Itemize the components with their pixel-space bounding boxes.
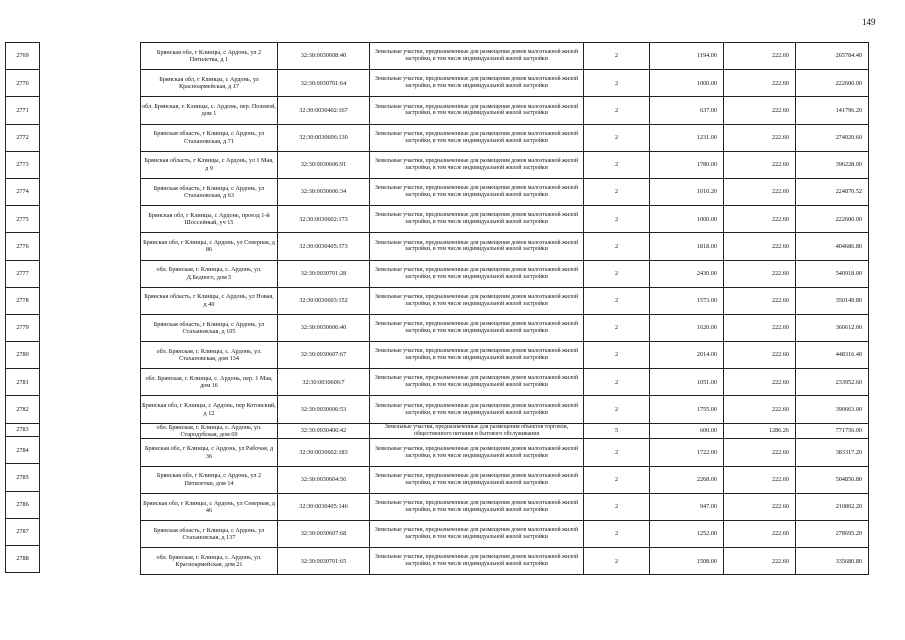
table-row <box>141 178 869 205</box>
land-use-description-cell: Земельные участки, предназначенные для размещения домов малоэтажной жилой застройки, в том числе индивидуальной жилой застройки <box>370 178 584 205</box>
area-cell: 1780.00 <box>650 151 724 178</box>
land-use-description-cell: Земельные участки, предназначенные для размещения домов малоэтажной жилой застройки, в том числе индивидуальной жилой застройки <box>370 342 584 369</box>
cadastral-number-cell: 32:30:0030603:152 <box>278 287 370 314</box>
rate-cell: 222.60 <box>724 396 796 423</box>
cadastral-number-cell: 32:30:0030701:28 <box>278 260 370 287</box>
address-cell: обл. Брянская, г. Клинцы, с. Ардонь, ул. Стародубская, дом 69 <box>141 423 278 439</box>
table-row <box>141 396 869 423</box>
land-use-description-cell: Земельные участки, предназначенные для размещения домов малоэтажной жилой застройки, в том числе индивидуальной жилой застройки <box>370 124 584 151</box>
area-cell: 1000.00 <box>650 70 724 97</box>
land-use-description-cell: Земельные участки, предназначенные для размещения домов малоэтажной жилой застройки, в том числе индивидуальной жилой застройки <box>370 260 584 287</box>
row-number-cell: 2775 <box>6 206 40 233</box>
category-code-cell: 2 <box>584 466 650 493</box>
row-number-row <box>6 260 40 287</box>
land-use-description-cell: Земельные участки, предназначенные для размещения домов малоэтажной жилой застройки, в том числе индивидуальной жилой застройки <box>370 314 584 341</box>
category-code-cell: 2 <box>584 287 650 314</box>
category-code-cell: 2 <box>584 342 650 369</box>
rate-cell: 222.60 <box>724 548 796 575</box>
land-use-description-cell: Земельные участки, предназначенные для размещения домов малоэтажной жилой застройки, в том числе индивидуальной жилой застройки <box>370 233 584 260</box>
cadastral-value-cell: 233952.60 <box>796 369 869 396</box>
rate-cell: 222.60 <box>724 70 796 97</box>
table-row <box>141 206 869 233</box>
row-number-row <box>6 464 40 491</box>
category-code-cell: 2 <box>584 493 650 520</box>
table-row <box>141 43 869 70</box>
address-cell: обл. Брянская, г. Клинцы, с. Ардонь, ул. Д.Бедного, дом 5 <box>141 260 278 287</box>
table-row <box>141 233 869 260</box>
category-code-cell: 2 <box>584 439 650 466</box>
row-number-row <box>6 314 40 341</box>
address-cell: обл. Брянская, г. Клинцы, с. Ардонь, пер. Полевой, дом 1 <box>141 97 278 124</box>
area-cell: 2430.00 <box>650 260 724 287</box>
cadastral-number-cell: 32:30:0030608:40 <box>278 43 370 70</box>
table-row <box>141 342 869 369</box>
row-number-cell: 2769 <box>6 43 40 70</box>
row-number-cell: 2771 <box>6 97 40 124</box>
row-number-cell: 2782 <box>6 396 40 423</box>
cadastral-value-cell: 383317.20 <box>796 439 869 466</box>
land-use-description-cell: Земельные участки, предназначенные для размещения домов малоэтажной жилой застройки, в том числе индивидуальной жилой застройки <box>370 287 584 314</box>
row-number-cell: 2777 <box>6 260 40 287</box>
cadastral-value-cell: 222600.00 <box>796 70 869 97</box>
cadastral-value-cell: 540918.00 <box>796 260 869 287</box>
cadastral-number-cell: 32:30:0030402:167 <box>278 97 370 124</box>
area-cell: 1755.00 <box>650 396 724 423</box>
rate-cell: 222.60 <box>724 287 796 314</box>
table-row <box>141 493 869 520</box>
row-number-row <box>6 396 40 423</box>
address-cell: Брянская область, г Клинцы, с Ардонь, ул Стахановская, д 137 <box>141 521 278 548</box>
area-cell: 1620.00 <box>650 314 724 341</box>
table-row <box>141 97 869 124</box>
rate-cell: 222.60 <box>724 233 796 260</box>
row-number-cell: 2774 <box>6 178 40 205</box>
category-code-cell: 2 <box>584 396 650 423</box>
category-code-cell: 2 <box>584 548 650 575</box>
row-number-cell: 2788 <box>6 545 40 572</box>
area-cell: 1231.00 <box>650 124 724 151</box>
row-number-cell: 2784 <box>6 437 40 464</box>
rate-cell: 222.60 <box>724 260 796 287</box>
cadastral-value-cell: 390663.00 <box>796 396 869 423</box>
land-use-description-cell: Земельные участки, предназначенные для размещения домов малоэтажной жилой застройки, в том числе индивидуальной жилой застройки <box>370 521 584 548</box>
category-code-cell: 2 <box>584 70 650 97</box>
address-cell: Брянская обл, г Клинцы, с Ардонь, ул 2 Пятилетка, д 1 <box>141 43 278 70</box>
row-number-cell: 2770 <box>6 70 40 97</box>
address-cell: Брянская область, г Клинцы, с Ардонь, ул Стахановская, д 71 <box>141 124 278 151</box>
rate-cell: 222.60 <box>724 439 796 466</box>
category-code-cell: 2 <box>584 178 650 205</box>
land-use-description-cell: Земельные участки, предназначенные для размещения домов малоэтажной жилой застройки, в том числе индивидуальной жилой застройки <box>370 369 584 396</box>
row-number-cell: 2787 <box>6 518 40 545</box>
land-use-description-cell: Земельные участки, предназначенные для размещения домов малоэтажной жилой застройки, в том числе индивидуальной жилой застройки <box>370 70 584 97</box>
address-cell: Брянская обл, г Клинцы, с Ардонь, ул Северная, д 46 <box>141 493 278 520</box>
page-layout <box>5 42 869 575</box>
row-number-row <box>6 437 40 464</box>
address-cell: Брянская обл, г Клинцы, с Ардонь, ул Красноармейская, д 17 <box>141 70 278 97</box>
address-cell: Брянская обл, г Клинцы, с Ардонь, ул Северная, д 86 <box>141 233 278 260</box>
row-number-cell: 2786 <box>6 491 40 518</box>
area-cell: 1051.00 <box>650 369 724 396</box>
cadastral-number-cell: 32:30:0030604:56 <box>278 466 370 493</box>
cadastral-value-cell: 222600.00 <box>796 206 869 233</box>
column-gap <box>40 42 140 575</box>
land-use-description-cell: Земельные участки, предназначенные для размещения домов малоэтажной жилой застройки, в том числе индивидуальной жилой застройки <box>370 206 584 233</box>
table-row <box>141 369 869 396</box>
area-cell: 2014.00 <box>650 342 724 369</box>
address-cell: Брянская обл, г Клинцы, с Ардонь, пер Котовский, д 12 <box>141 396 278 423</box>
rate-cell: 222.60 <box>724 314 796 341</box>
rate-cell: 222.60 <box>724 369 796 396</box>
category-code-cell: 2 <box>584 97 650 124</box>
parcel-table <box>140 42 869 575</box>
rate-cell: 222.60 <box>724 521 796 548</box>
cadastral-number-cell: 32:30:0030606:40 <box>278 314 370 341</box>
cadastral-value-cell: 265784.40 <box>796 43 869 70</box>
row-number-cell: 2781 <box>6 369 40 396</box>
land-use-description-cell: Земельные участки, предназначенные для размещения домов малоэтажной жилой застройки, в том числе индивидуальной жилой застройки <box>370 43 584 70</box>
cadastral-number-cell: 32:30:0030607:67 <box>278 342 370 369</box>
rate-cell: 1286.26 <box>724 423 796 439</box>
area-cell: 637.00 <box>650 97 724 124</box>
cadastral-number-cell: 32:30:0030606:7 <box>278 369 370 396</box>
rate-cell: 222.60 <box>724 342 796 369</box>
cadastral-value-cell: 404686.80 <box>796 233 869 260</box>
number-column-cell <box>5 42 40 575</box>
table-row <box>141 423 869 439</box>
row-number-cell: 2785 <box>6 464 40 491</box>
row-number-cell: 2779 <box>6 314 40 341</box>
category-code-cell: 2 <box>584 206 650 233</box>
cadastral-number-cell: 32:30:0030606:91 <box>278 151 370 178</box>
table-row <box>141 548 869 575</box>
land-use-description-cell: Земельные участки, предназначенные для размещения домов малоэтажной жилой застройки, в том числе индивидуальной жилой застройки <box>370 493 584 520</box>
cadastral-number-cell: 32:30:0030606:34 <box>278 178 370 205</box>
row-number-cell: 2772 <box>6 124 40 151</box>
row-number-row <box>6 545 40 572</box>
address-cell: Брянская область, г Клинцы, с Ардонь, ул Стахановская, д 63 <box>141 178 278 205</box>
row-number-row <box>6 97 40 124</box>
row-number-row <box>6 518 40 545</box>
area-cell: 1508.00 <box>650 548 724 575</box>
table-row <box>141 466 869 493</box>
land-use-description-cell: Земельные участки, предназначенные для размещения домов малоэтажной жилой застройки, в том числе индивидуальной жилой застройки <box>370 396 584 423</box>
cadastral-number-cell: 32:30:0030606:53 <box>278 396 370 423</box>
area-cell: 1010.20 <box>650 178 724 205</box>
table-row <box>141 151 869 178</box>
cadastral-number-cell: 32:30:0030701:64 <box>278 70 370 97</box>
land-use-description-cell: Земельные участки, предназначенные для размещения объектов торговли, общественного питания и бытового обслуживания <box>370 423 584 439</box>
category-code-cell: 2 <box>584 521 650 548</box>
table-row <box>141 260 869 287</box>
row-number-cell: 2780 <box>6 342 40 369</box>
row-number-row <box>6 206 40 233</box>
area-cell: 1000.00 <box>650 206 724 233</box>
address-cell: Брянская область, г Клинцы, с Ардонь, ул 1 Мая, д 9 <box>141 151 278 178</box>
area-cell: 1252.00 <box>650 521 724 548</box>
row-number-table <box>5 42 40 573</box>
table-row <box>141 287 869 314</box>
cadastral-value-cell: 448316.40 <box>796 342 869 369</box>
data-column-cell <box>140 42 869 575</box>
cadastral-value-cell: 210802.20 <box>796 493 869 520</box>
address-cell: Брянская обл, г Клинцы, с Ардонь, ул Рабочая, д 36 <box>141 439 278 466</box>
row-number-row <box>6 423 40 437</box>
address-cell: Брянская обл, г Клинцы, с Ардонь, ул 2 Пятилетки, дом 14 <box>141 466 278 493</box>
land-use-description-cell: Земельные участки, предназначенные для размещения домов малоэтажной жилой застройки, в том числе индивидуальной жилой застройки <box>370 548 584 575</box>
category-code-cell: 2 <box>584 43 650 70</box>
cadastral-value-cell: 771756.00 <box>796 423 869 439</box>
row-number-cell: 2773 <box>6 151 40 178</box>
category-code-cell: 2 <box>584 314 650 341</box>
address-cell: обл. Брянская, г. Клинцы, с. Ардонь, ул. Красноармейская, дом 21 <box>141 548 278 575</box>
cadastral-value-cell: 278695.20 <box>796 521 869 548</box>
row-number-row <box>6 124 40 151</box>
rate-cell: 222.60 <box>724 466 796 493</box>
table-row <box>141 439 869 466</box>
cadastral-value-cell: 274020.60 <box>796 124 869 151</box>
row-number-row <box>6 43 40 70</box>
row-number-row <box>6 491 40 518</box>
area-cell: 1818.00 <box>650 233 724 260</box>
category-code-cell: 2 <box>584 124 650 151</box>
rate-cell: 222.60 <box>724 97 796 124</box>
address-cell: обл. Брянская, г. Клинцы, с. Ардонь, ул. Стахановская, дом 134 <box>141 342 278 369</box>
land-use-description-cell: Земельные участки, предназначенные для размещения домов малоэтажной жилой застройки, в том числе индивидуальной жилой застройки <box>370 97 584 124</box>
rate-cell: 222.60 <box>724 206 796 233</box>
cadastral-number-cell: 32:30:0030606:130 <box>278 124 370 151</box>
cadastral-value-cell: 350149.80 <box>796 287 869 314</box>
row-number-row <box>6 233 40 260</box>
category-code-cell: 2 <box>584 151 650 178</box>
category-code-cell: 2 <box>584 233 650 260</box>
cadastral-number-cell: 32:30:0030405:146 <box>278 493 370 520</box>
row-number-row <box>6 287 40 314</box>
rate-cell: 222.60 <box>724 124 796 151</box>
cadastral-value-cell: 141796.20 <box>796 97 869 124</box>
cadastral-value-cell: 360612.00 <box>796 314 869 341</box>
area-cell: 1194.00 <box>650 43 724 70</box>
cadastral-value-cell: 504856.80 <box>796 466 869 493</box>
cadastral-value-cell: 224870.52 <box>796 178 869 205</box>
cadastral-number-cell: 32:30:0030602:183 <box>278 439 370 466</box>
page-number: 149 <box>862 17 876 27</box>
table-row <box>141 314 869 341</box>
area-cell: 2268.00 <box>650 466 724 493</box>
row-number-row <box>6 369 40 396</box>
rate-cell: 222.60 <box>724 178 796 205</box>
address-cell: Брянская область, г Клинцы, с Ардонь, ул Стахановская, д 105 <box>141 314 278 341</box>
cadastral-number-cell: 32:30:0030405:373 <box>278 233 370 260</box>
rate-cell: 222.60 <box>724 151 796 178</box>
area-cell: 600.00 <box>650 423 724 439</box>
table-row <box>141 521 869 548</box>
land-use-description-cell: Земельные участки, предназначенные для размещения домов малоэтажной жилой застройки, в том числе индивидуальной жилой застройки <box>370 151 584 178</box>
area-cell: 1573.00 <box>650 287 724 314</box>
category-code-cell: 2 <box>584 260 650 287</box>
address-cell: обл. Брянская, г. Клинцы, с. Ардонь, пер. 1 Мая, дом 16 <box>141 369 278 396</box>
table-row <box>141 70 869 97</box>
land-use-description-cell: Земельные участки, предназначенные для размещения домов малоэтажной жилой застройки, в том числе индивидуальной жилой застройки <box>370 439 584 466</box>
rate-cell: 222.60 <box>724 493 796 520</box>
row-number-cell: 2783 <box>6 423 40 437</box>
cadastral-value-cell: 335680.80 <box>796 548 869 575</box>
cadastral-value-cell: 396228.00 <box>796 151 869 178</box>
row-number-cell: 2778 <box>6 287 40 314</box>
category-code-cell: 2 <box>584 369 650 396</box>
row-number-row <box>6 70 40 97</box>
category-code-cell: 5 <box>584 423 650 439</box>
cadastral-number-cell: 32:30:0030701:65 <box>278 548 370 575</box>
cadastral-number-cell: 32:30:0030607:68 <box>278 521 370 548</box>
table-row <box>141 124 869 151</box>
area-cell: 1722.00 <box>650 439 724 466</box>
row-number-row <box>6 178 40 205</box>
cadastral-number-cell: 32:30:0030602:173 <box>278 206 370 233</box>
row-number-row <box>6 342 40 369</box>
address-cell: Брянская область, г Клинцы, с Ардонь, ул Новая, д 40 <box>141 287 278 314</box>
row-number-cell: 2776 <box>6 233 40 260</box>
row-number-row <box>6 151 40 178</box>
rate-cell: 222.60 <box>724 43 796 70</box>
area-cell: 947.00 <box>650 493 724 520</box>
land-use-description-cell: Земельные участки, предназначенные для размещения домов малоэтажной жилой застройки, в том числе индивидуальной жилой застройки <box>370 466 584 493</box>
address-cell: Брянская обл, г Клинцы, с Ардонь, проезд 1-й Шоссейный, уч 15 <box>141 206 278 233</box>
cadastral-number-cell: 32:30:0030406:42 <box>278 423 370 439</box>
